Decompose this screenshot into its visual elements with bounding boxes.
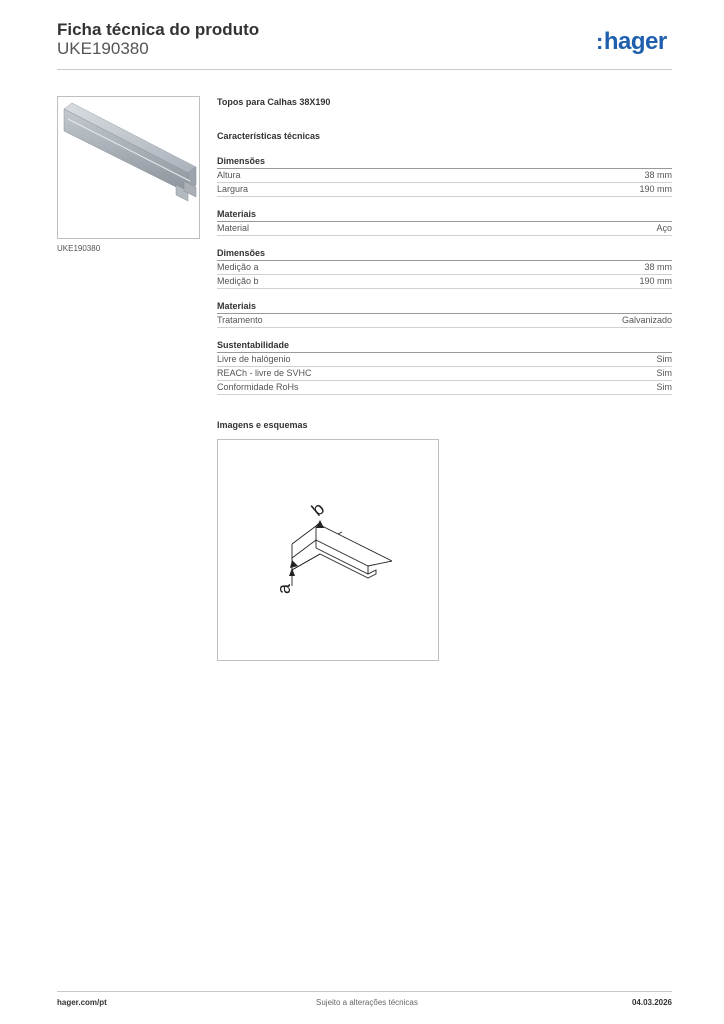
spec-value: 190 mm — [639, 276, 672, 286]
footer-divider — [57, 991, 672, 992]
product-title: Topos para Calhas 38X190 — [217, 97, 331, 107]
spec-value: Sim — [656, 354, 672, 364]
group-title: Dimensões — [217, 142, 672, 169]
spec-section — [217, 96, 672, 395]
photo-caption: UKE190380 — [57, 244, 101, 253]
group-title: Materiais — [217, 197, 672, 222]
images-title: Imagens e esquemas — [217, 420, 308, 430]
spec-row — [217, 367, 672, 381]
product-photo — [57, 96, 200, 239]
label-a: a — [274, 583, 294, 594]
spec-label: Largura — [217, 184, 249, 194]
dimension-drawing — [218, 440, 438, 660]
hager-logo: :hager — [596, 28, 667, 55]
footer-date: 04.03.2026 — [631, 998, 672, 1007]
section-title: Características técnicas — [217, 131, 321, 141]
spec-row — [217, 183, 672, 197]
spec-value: 38 mm — [644, 170, 672, 180]
spec-label: Tratamento — [217, 315, 263, 325]
spec-value: 190 mm — [639, 184, 672, 194]
spec-group — [217, 197, 672, 236]
spec-label: Medição a — [217, 262, 259, 272]
group-title: Sustentabilidade — [217, 328, 672, 353]
logo-text: hager — [603, 28, 667, 55]
page-title: Ficha técnica do produto — [57, 20, 260, 39]
spec-label: Livre de halógenio — [217, 354, 291, 364]
spec-group — [217, 289, 672, 328]
spec-row — [217, 169, 672, 183]
spec-value: Galvanizado — [621, 315, 672, 325]
spec-group — [217, 328, 672, 395]
product-illustration — [58, 97, 199, 238]
spec-label: Medição b — [217, 276, 259, 286]
spec-row — [217, 275, 672, 289]
spec-label: REACh - livre de SVHC — [217, 368, 312, 378]
spec-value: 38 mm — [644, 262, 672, 272]
product-code: UKE190380 — [57, 39, 149, 58]
spec-group — [217, 236, 672, 289]
spec-value: Sim — [656, 368, 672, 378]
spec-row — [217, 261, 672, 275]
header-divider — [57, 69, 672, 70]
spec-row — [217, 314, 672, 328]
spec-row — [217, 222, 672, 236]
spec-row — [217, 381, 672, 395]
spec-label: Material — [217, 223, 250, 233]
spec-value: Sim — [656, 382, 672, 392]
spec-group — [217, 142, 672, 197]
group-title: Materiais — [217, 289, 672, 314]
label-b: b — [307, 498, 329, 520]
spec-value: Aço — [656, 223, 672, 233]
footer-website: hager.com/pt — [57, 998, 107, 1007]
spec-label: Altura — [217, 170, 241, 180]
spec-label: Conformidade RoHs — [217, 382, 299, 392]
footer-note: Sujeito a alterações técnicas — [316, 998, 418, 1007]
group-title: Dimensões — [217, 236, 672, 261]
spec-row — [217, 353, 672, 367]
dimension-diagram — [217, 439, 439, 661]
